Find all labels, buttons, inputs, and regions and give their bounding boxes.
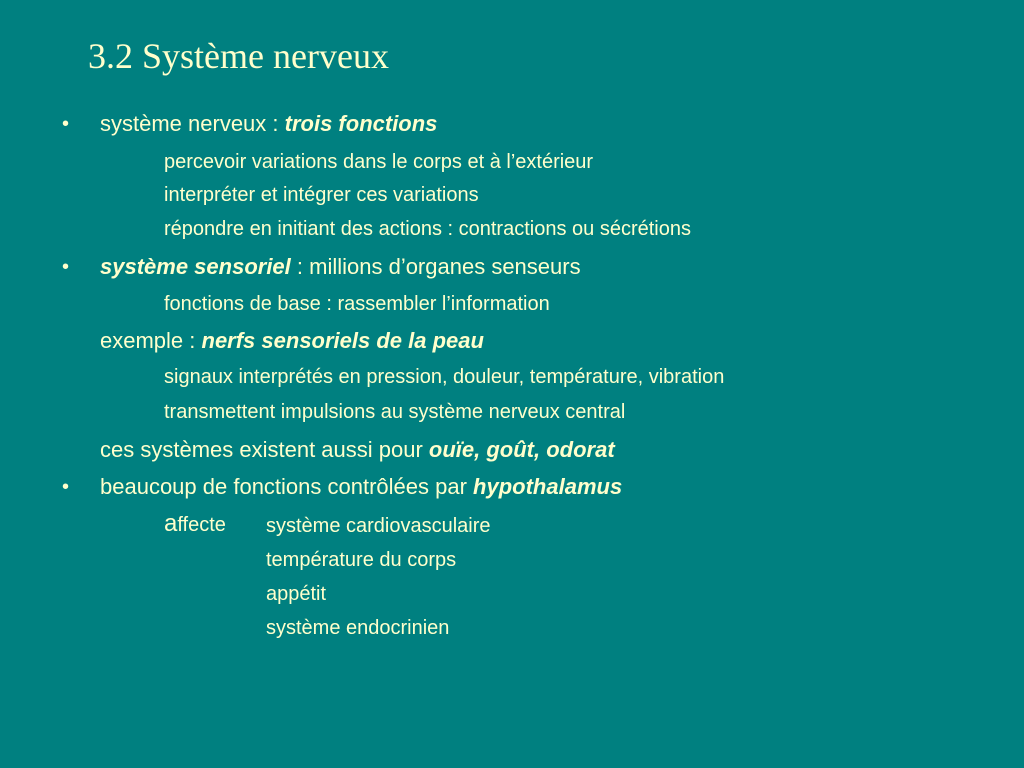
bullet-3 xyxy=(100,473,622,501)
affecte-target-4: système endocrinien xyxy=(266,617,450,639)
affecte-target-1: système cardiovasculaire xyxy=(266,515,491,537)
bullet-2-emphasis: système sensoriel xyxy=(100,254,291,279)
example-sub-2: transmettent impulsions au système nerveux central xyxy=(164,401,626,423)
bullet-icon: • xyxy=(62,113,70,135)
example-emphasis: nerfs sensoriels de la peau xyxy=(201,328,484,353)
bullet-1-sub-2: interpréter et intégrer ces variations xyxy=(164,184,479,206)
affecte-label xyxy=(164,511,226,538)
example-text: exemple : xyxy=(100,328,202,353)
bullet-icon: • xyxy=(62,476,70,498)
slide-title: 3.2 Système nerveux xyxy=(88,36,389,76)
bullet-icon: • xyxy=(62,256,70,278)
also-line xyxy=(100,436,615,464)
affecte-target-2: température du corps xyxy=(266,549,457,571)
bullet-3-text: beaucoup de fonctions contrôlées par xyxy=(100,474,474,499)
affecte-rest: ffecte xyxy=(177,514,226,536)
bullet-1-text: système nerveux : xyxy=(100,111,285,136)
bullet-2-text: : millions d’organes senseurs xyxy=(290,254,581,279)
also-text: ces systèmes existent aussi pour xyxy=(100,437,429,462)
bullet-1-sub-1: percevoir variations dans le corps et à l’extérieur xyxy=(164,151,594,173)
bullet-3-emphasis: hypothalamus xyxy=(473,474,623,499)
affecte-target-3: appétit xyxy=(266,583,327,605)
affecte-initial: a xyxy=(164,510,178,537)
also-emphasis: ouïe, goût, odorat xyxy=(428,437,615,462)
bullet-1-emphasis: trois fonctions xyxy=(284,111,438,136)
example-line xyxy=(100,327,484,355)
bullet-1-sub-3: répondre en initiant des actions : contractions ou sécrétions xyxy=(164,218,691,240)
bullet-1 xyxy=(100,110,437,138)
bullet-2 xyxy=(100,253,581,281)
bullet-2-sub: fonctions de base : rassembler l’information xyxy=(164,293,550,315)
example-sub-1: signaux interprétés en pression, douleur, température, vibration xyxy=(164,366,725,388)
